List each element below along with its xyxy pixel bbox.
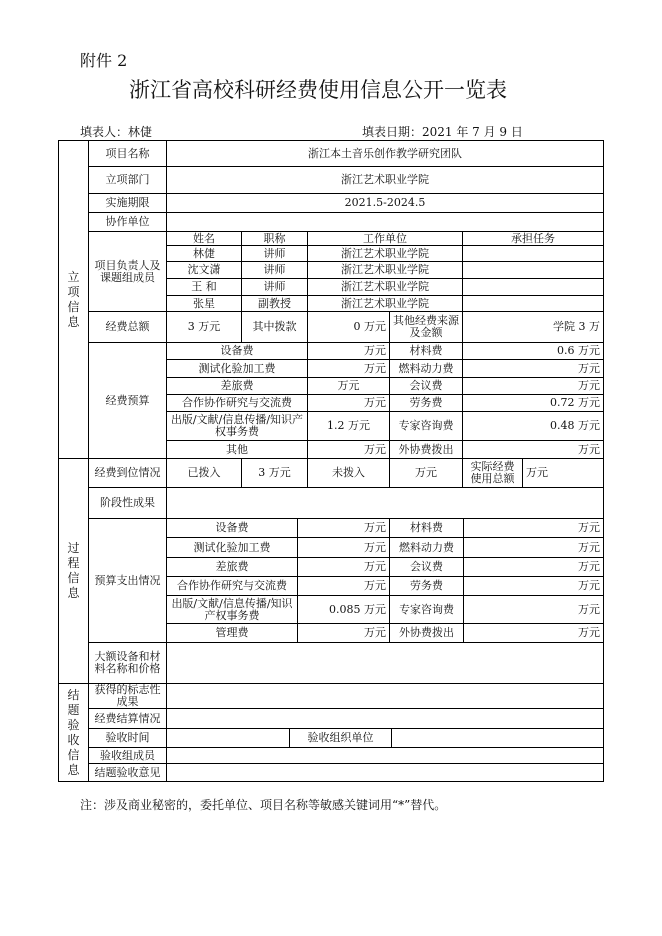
budget-item-name-cell [389, 342, 463, 360]
expenditure-item-name-cell [389, 537, 464, 558]
member-name: 林倢 [193, 246, 215, 260]
expenditure-item-name: 会议费 [410, 560, 443, 573]
budget-item-name-cell [389, 411, 463, 441]
member-header-cell [241, 231, 308, 246]
project-name-label-cell [88, 140, 167, 167]
expenditure-item-value-cell [297, 595, 390, 624]
results-label-cell [88, 683, 167, 709]
member-header: 工作单位 [363, 231, 407, 245]
actual-total-label: 实际经费使用总额 [470, 460, 515, 485]
budget-item-value-cell [307, 411, 390, 441]
section-closing-cell [58, 683, 89, 782]
budget-item-value-cell [307, 394, 390, 412]
expenditure-item-value: 万元 [578, 540, 600, 554]
page-title: 浙江省高校科研经费使用信息公开一览表 [129, 78, 507, 102]
other-funds-value: 学院 3 万 [553, 320, 600, 333]
budget-item-value: 万元 [364, 396, 386, 409]
expenditure-item-value-cell [463, 518, 604, 538]
acceptance-opinion-value-cell [166, 763, 604, 782]
dept-value: 浙江艺术职业学院 [341, 173, 429, 186]
member-header: 职称 [263, 231, 286, 245]
member-unit-cell [307, 295, 463, 312]
budget-item-name-cell [166, 377, 308, 395]
acceptance-members-value-cell [166, 747, 604, 764]
stage-results-value-cell [166, 487, 604, 519]
expenditure-item-name: 设备费 [215, 521, 249, 534]
expenditure-item-name: 出版/文献/信息传播/知识产权事务费 [171, 596, 293, 622]
project-name-label: 项目名称 [105, 146, 150, 160]
expenditure-item-value-cell [297, 623, 390, 643]
budget-item-value: 万元 [364, 442, 386, 456]
footnote: 注：涉及商业秘密的，委托单位、项目名称等敏感关键词用“*”替代。 [80, 798, 447, 812]
member-header: 承担任务 [511, 231, 555, 245]
budget-item-name-cell [389, 440, 463, 459]
expenditure-item-value-cell [297, 576, 390, 596]
member-unit-cell [307, 261, 463, 279]
member-name-cell [166, 278, 242, 296]
acceptance-time-value-cell [166, 728, 290, 748]
pending-value: 万元 [415, 466, 437, 479]
expenditure-item-value: 万元 [578, 560, 600, 573]
expenditure-item-value: 万元 [578, 579, 600, 592]
expenditure-item-name: 材料费 [410, 521, 443, 534]
member-unit: 浙江艺术职业学院 [341, 246, 429, 260]
actual-total-label-cell [462, 458, 523, 488]
pending-label: 未拨入 [332, 466, 365, 479]
budget-item-value-cell [462, 342, 604, 360]
allocated-value-cell [307, 311, 390, 343]
section-approval-cell [58, 140, 89, 459]
expenditure-item-name-cell [389, 595, 464, 624]
member-title-cell [241, 295, 308, 312]
expenditure-item-name-cell [389, 557, 464, 577]
expenditure-item-value: 万元 [364, 579, 386, 592]
results-label: 获得的标志性成果 [94, 683, 161, 708]
budget-item-name-cell [166, 440, 308, 459]
section-process: 过程信息 [67, 541, 80, 600]
expenditure-item-value-cell [463, 537, 604, 558]
acceptance-opinion-label: 结题验收意见 [94, 765, 161, 779]
budget-item-value: 万元 [578, 442, 600, 456]
dept-label: 立项部门 [105, 173, 150, 186]
expenditure-item-name: 差旅费 [215, 560, 249, 573]
allocated-label-cell [241, 311, 308, 343]
expenditure-item-value: 万元 [364, 540, 386, 554]
section-process-cell [58, 458, 89, 684]
budget-item-value-cell [307, 440, 390, 459]
budget-item-name-cell [166, 359, 308, 378]
pending-value-cell [389, 458, 463, 488]
allocated-label: 其中拨款 [252, 320, 297, 333]
expenditure-item-name: 燃料动力费 [399, 540, 454, 554]
budget-item-value: 万元 [364, 361, 386, 375]
member-name: 王 和 [191, 280, 217, 293]
stage-results-label-cell [88, 487, 167, 519]
settlement-label-cell [88, 708, 167, 729]
received-value-cell [241, 458, 308, 488]
member-unit-cell [307, 278, 463, 296]
pending-label-cell [307, 458, 390, 488]
other-funds-value-cell [462, 311, 604, 343]
member-name-cell [166, 245, 242, 262]
expenditure-item-name-cell [166, 595, 298, 624]
other-funds-label: 其他经费来源及金额 [393, 314, 459, 339]
budget-label: 经费预算 [105, 393, 150, 407]
budget-item-name: 设备费 [220, 344, 254, 357]
period-label-cell [88, 193, 167, 213]
member-header-cell [462, 231, 604, 246]
filler-name: 填表人：林倢 [80, 125, 153, 139]
budget-item-value-cell [307, 359, 390, 378]
expenditure-item-value: 万元 [364, 521, 386, 534]
acceptance-members-label: 验收组成员 [100, 748, 155, 762]
member-title-cell [241, 261, 308, 279]
budget-item-value: 0.48 万元 [550, 419, 600, 432]
budget-item-value-cell [462, 359, 604, 378]
section-closing: 结题验收信息 [67, 687, 80, 777]
budget-item-name: 会议费 [409, 379, 443, 392]
total-label: 经费总额 [105, 320, 150, 333]
project-name-value: 浙江本土音乐创作教学研究团队 [308, 146, 462, 160]
other-funds-label-cell [389, 311, 463, 343]
member-task-cell [462, 245, 604, 262]
budget-item-name: 测试化验加工费 [198, 361, 276, 375]
budget-item-name-cell [166, 342, 308, 360]
expenditure-item-value: 万元 [578, 521, 600, 534]
budget-item-value: 0.6 万元 [557, 344, 600, 357]
acceptance-org-label: 验收组织单位 [307, 731, 374, 744]
member-unit: 浙江艺术职业学院 [341, 280, 429, 293]
member-name: 张星 [193, 296, 215, 310]
large-items-label: 大额设备和材料名称和价格 [94, 650, 161, 675]
expenditure-item-value-cell [463, 623, 604, 643]
stage-results-label: 阶段性成果 [100, 496, 155, 509]
expenditure-item-name-cell [389, 576, 464, 596]
expenditure-item-name-cell [166, 576, 298, 596]
expenditure-item-name-cell [166, 537, 298, 558]
expenditure-item-value-cell [463, 557, 604, 577]
acceptance-time-label-cell [88, 728, 167, 748]
budget-item-name: 其他 [226, 442, 248, 456]
large-items-value-cell [166, 642, 604, 684]
member-name: 沈文潇 [187, 263, 221, 276]
member-name-cell [166, 261, 242, 279]
budget-item-name: 差旅费 [220, 379, 254, 392]
expenditure-item-name: 劳务费 [410, 579, 443, 592]
expenditure-item-name: 测试化验加工费 [193, 540, 271, 554]
large-items-label-cell [88, 642, 167, 684]
total-value-cell [166, 311, 242, 343]
expenditure-item-value: 万元 [578, 602, 600, 616]
budget-item-value: 万元 [578, 379, 600, 392]
member-header: 姓名 [193, 231, 215, 245]
collab-label-cell [88, 212, 167, 232]
fill-date: 填表日期：2021 年 7 月 9 日 [362, 125, 523, 139]
budget-item-name-cell [389, 394, 463, 412]
expenditure-item-name-cell [389, 623, 464, 643]
member-title: 副教授 [258, 296, 291, 310]
budget-item-value-cell [307, 377, 390, 395]
budget-item-value-cell [462, 377, 604, 395]
acceptance-opinion-label-cell [88, 763, 167, 782]
acceptance-members-label-cell [88, 747, 167, 764]
actual-total-value: 万元 [526, 466, 548, 479]
member-task-cell [462, 295, 604, 312]
expenditure-item-name-cell [166, 623, 298, 643]
acceptance-org-label-cell [289, 728, 392, 748]
budget-item-name: 劳务费 [409, 396, 443, 409]
attachment-label: 附件 2 [80, 51, 128, 70]
total-label-cell [88, 311, 167, 343]
budget-label-cell [88, 342, 167, 459]
expenditure-item-name-cell [166, 557, 298, 577]
budget-item-value: 1.2 万元 [327, 419, 370, 432]
member-name-cell [166, 295, 242, 312]
collab-value-cell [166, 212, 604, 232]
member-title-cell [241, 245, 308, 262]
budget-item-name: 材料费 [409, 344, 443, 357]
members-label: 项目负责人及课题组成员 [94, 258, 161, 284]
settlement-label: 经费结算情况 [94, 711, 161, 725]
member-task-cell [462, 261, 604, 279]
budget-item-name: 出版/文献/信息传播/知识产权事务费 [170, 413, 304, 438]
results-value-cell [166, 683, 604, 709]
budget-item-name: 合作协作研究与交流费 [182, 396, 292, 409]
expenditure-item-value-cell [463, 595, 604, 624]
actual-total-value-cell [522, 458, 604, 488]
budget-item-name-cell [389, 377, 463, 395]
expenditure-item-value-cell [463, 576, 604, 596]
member-unit: 浙江艺术职业学院 [341, 296, 429, 310]
expenditure-item-name-cell [389, 518, 464, 538]
budget-item-value: 0.72 万元 [550, 396, 600, 409]
expenditure-item-name: 管理费 [215, 626, 249, 639]
budget-item-value-cell [307, 342, 390, 360]
member-title: 讲师 [263, 246, 286, 260]
dept-label-cell [88, 166, 167, 194]
arrival-label: 经费到位情况 [94, 466, 161, 479]
expenditure-item-name: 合作协作研究与交流费 [177, 579, 287, 592]
total-value: 3 万元 [187, 320, 221, 333]
acceptance-time-label: 验收时间 [105, 731, 150, 744]
expenditure-item-value: 万元 [578, 626, 600, 639]
budget-item-name: 外协费拨出 [398, 442, 454, 456]
expenditure-item-value-cell [297, 557, 390, 577]
expenditure-item-name: 专家咨询费 [399, 602, 454, 616]
period-label: 实施期限 [105, 196, 150, 209]
expenditure-item-value-cell [297, 537, 390, 558]
settlement-value-cell [166, 708, 604, 729]
member-header-cell [166, 231, 242, 246]
expenditure-item-value: 万元 [364, 560, 386, 573]
project-name-value-cell [166, 140, 604, 167]
received-label: 已拨入 [187, 466, 221, 479]
arrival-label-cell [88, 458, 167, 488]
period-value-cell [166, 193, 604, 213]
dept-value-cell [166, 166, 604, 194]
member-unit-cell [307, 245, 463, 262]
expenditure-item-name-cell [166, 518, 298, 538]
budget-item-name-cell [166, 394, 308, 412]
budget-item-name: 专家咨询费 [398, 419, 454, 432]
budget-item-value-cell [462, 440, 604, 459]
expenditure-label-cell [88, 518, 167, 643]
member-title: 讲师 [263, 263, 286, 276]
budget-item-value: 万元 [364, 344, 386, 357]
member-task-cell [462, 278, 604, 296]
expenditure-item-name: 外协费拨出 [399, 626, 454, 639]
expenditure-item-value: 万元 [364, 626, 386, 639]
budget-item-value: 万元 [337, 379, 360, 392]
members-label-cell [88, 231, 167, 312]
member-title-cell [241, 278, 308, 296]
acceptance-org-value-cell [391, 728, 604, 748]
received-label-cell [166, 458, 242, 488]
budget-item-name: 燃料动力费 [398, 361, 454, 375]
section-approval: 立项信息 [67, 269, 80, 329]
member-unit: 浙江艺术职业学院 [341, 263, 429, 276]
budget-item-value: 万元 [578, 361, 600, 375]
allocated-value: 0 万元 [353, 320, 386, 333]
budget-item-value-cell [462, 411, 604, 441]
expenditure-item-value-cell [297, 518, 390, 538]
received-value: 3 万元 [258, 466, 291, 479]
expenditure-label: 预算支出情况 [94, 573, 161, 587]
budget-item-name-cell [389, 359, 463, 378]
expenditure-item-value: 0.085 万元 [329, 602, 386, 616]
period-value: 2021.5-2024.5 [344, 196, 426, 209]
member-title: 讲师 [263, 280, 286, 293]
budget-item-name-cell [166, 411, 308, 441]
collab-label: 协作单位 [105, 215, 150, 228]
budget-item-value-cell [462, 394, 604, 412]
member-header-cell [307, 231, 463, 246]
